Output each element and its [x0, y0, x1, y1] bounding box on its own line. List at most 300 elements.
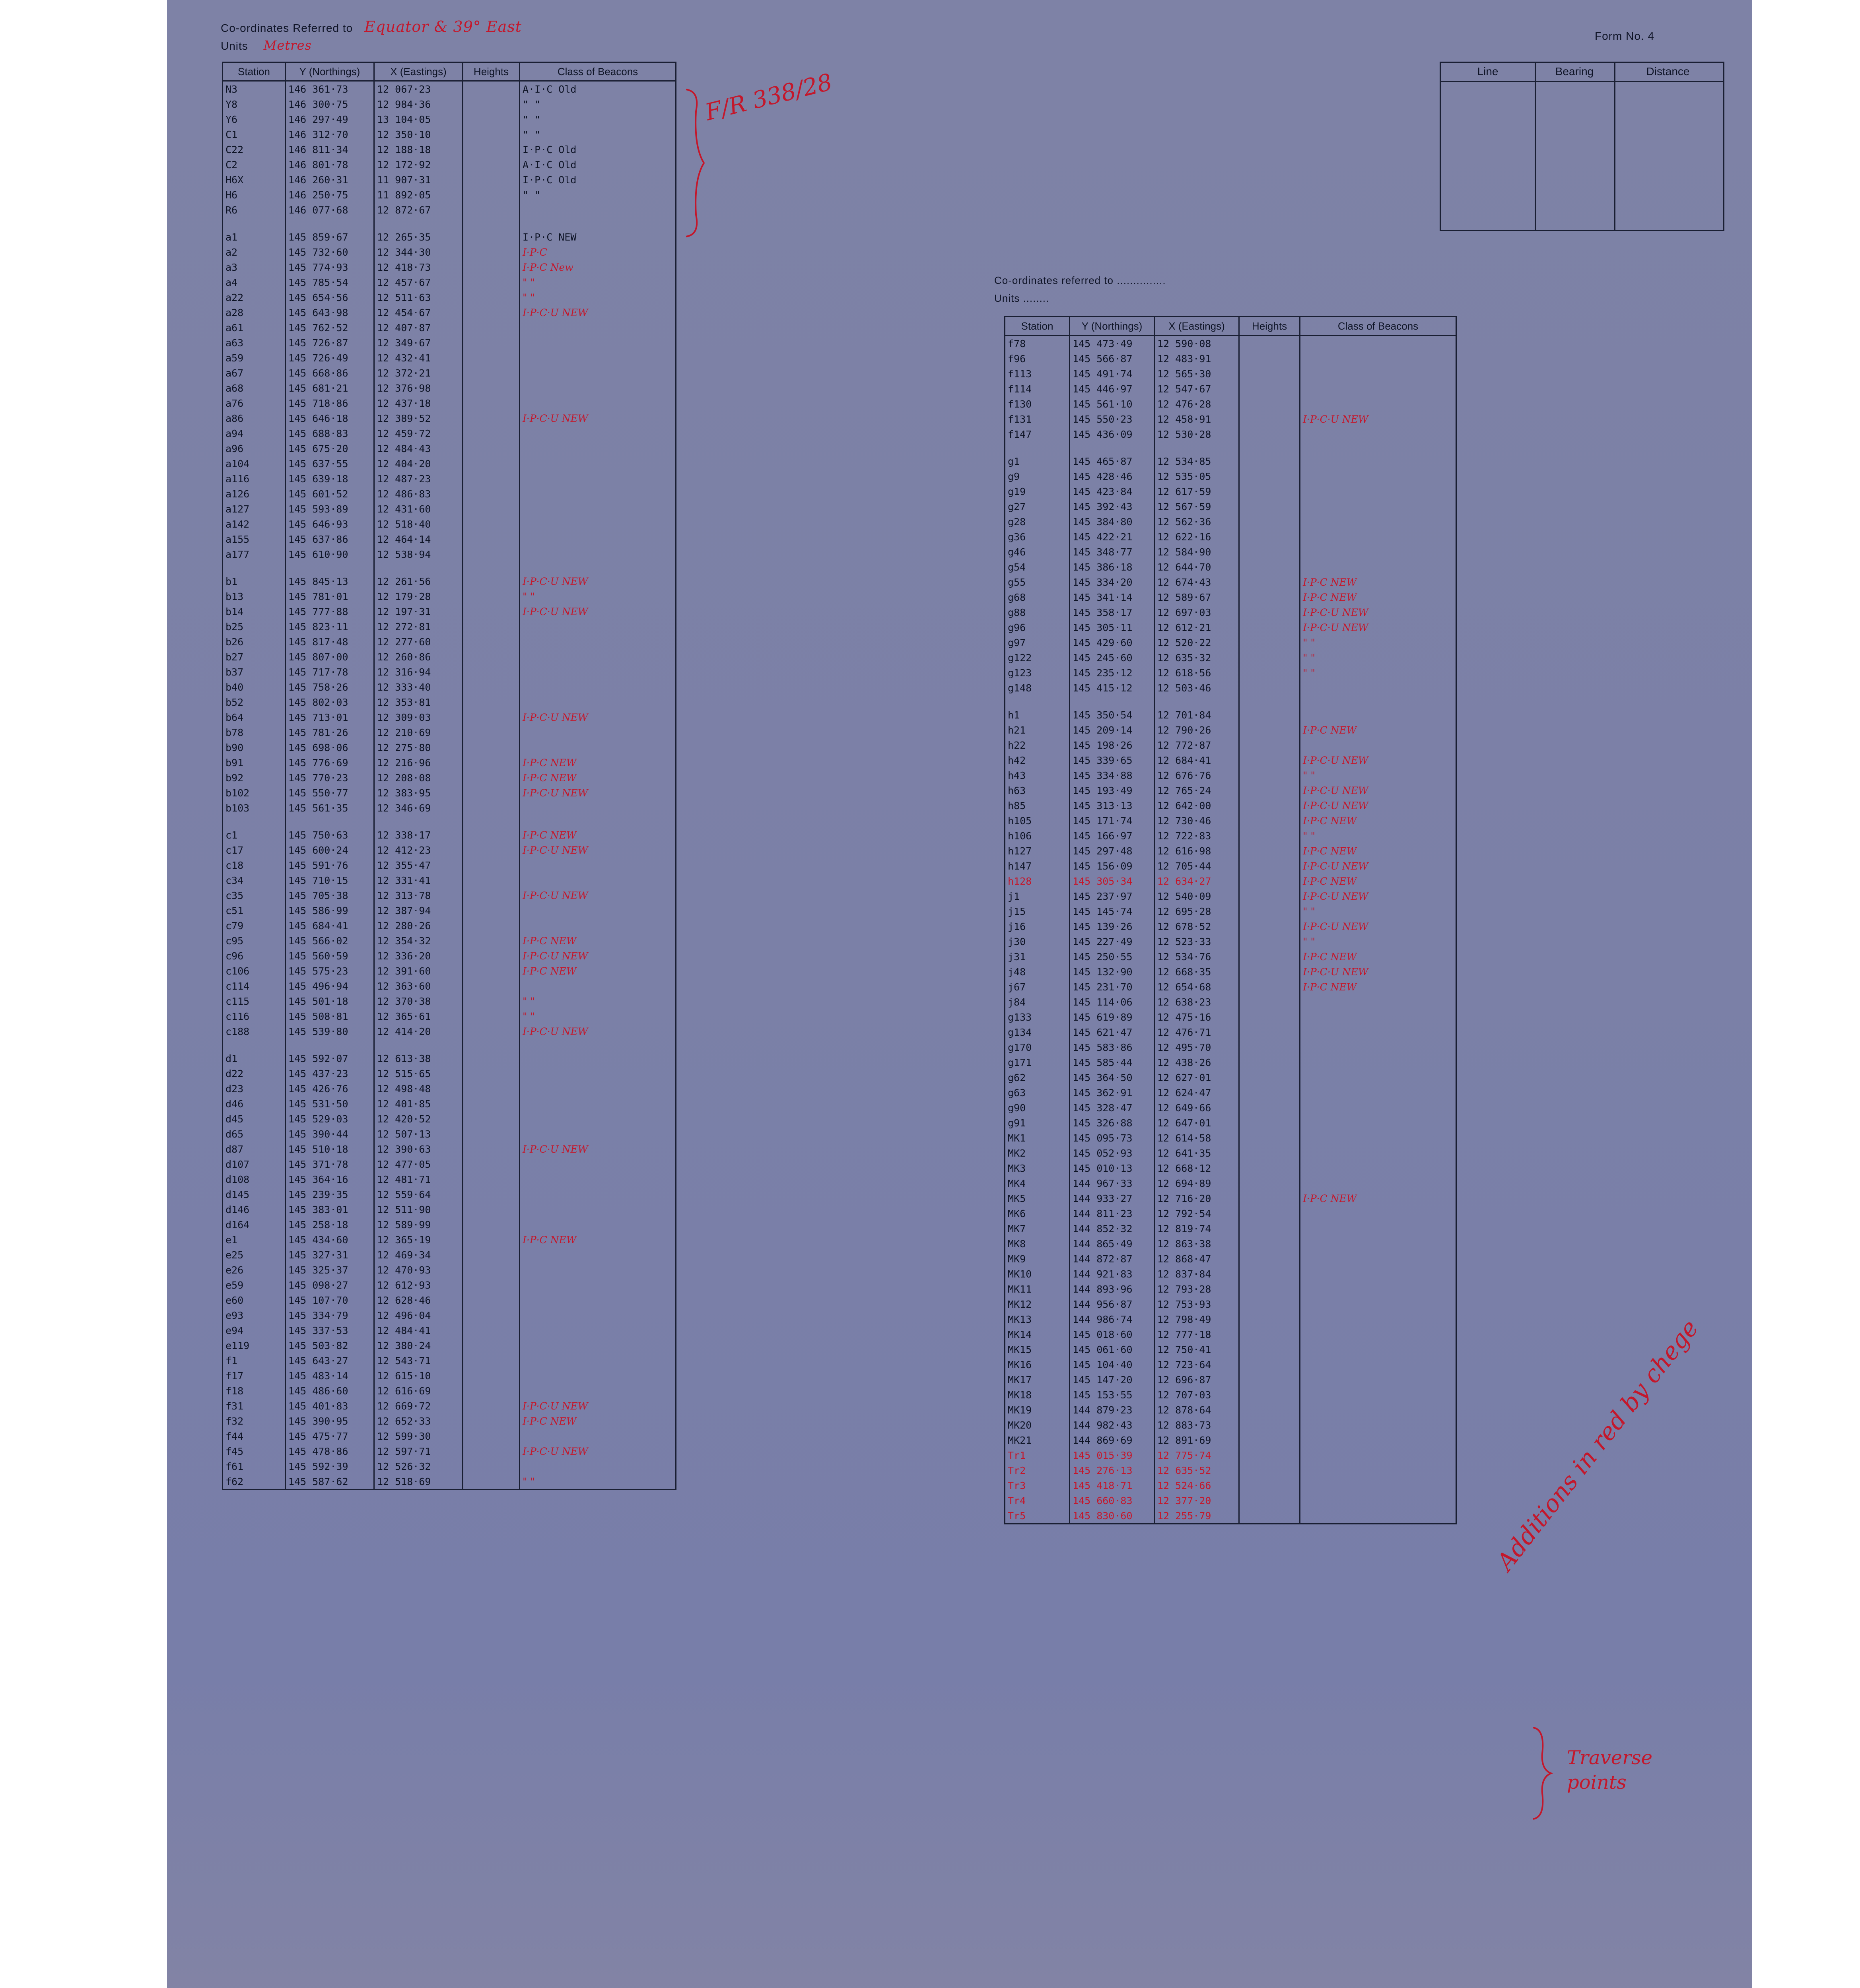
height-cell	[1239, 1281, 1300, 1297]
easting-cell: 12 883·73	[1154, 1417, 1239, 1433]
easting-cell: 12 484·41	[374, 1323, 463, 1338]
height-cell	[463, 1217, 520, 1232]
northing-cell: 146 300·75	[286, 97, 374, 112]
table-row	[1005, 1402, 1456, 1417]
easting-cell: 12 420·52	[374, 1111, 463, 1126]
table-row	[223, 275, 676, 290]
station-cell: e93	[223, 1308, 286, 1323]
table-gap-row	[223, 217, 676, 229]
height-cell	[1239, 979, 1300, 994]
northing-cell: 145 621·47	[1070, 1025, 1154, 1040]
height-cell	[1239, 1251, 1300, 1266]
station-cell: d45	[223, 1111, 286, 1126]
station-cell: f32	[223, 1413, 286, 1429]
station-cell: a96	[223, 441, 286, 456]
height-cell	[463, 619, 520, 634]
easting-cell: 12 407·87	[374, 320, 463, 335]
station-cell: d1	[223, 1051, 286, 1066]
height-cell	[463, 755, 520, 770]
northing-cell: 145 231·70	[1070, 979, 1154, 994]
northing-cell: 145 198·26	[1070, 738, 1154, 753]
station-cell: g148	[1005, 680, 1070, 695]
height-cell	[463, 740, 520, 755]
northing-cell: 145 503·82	[286, 1338, 374, 1353]
station-cell: f147	[1005, 427, 1070, 442]
table-row	[223, 755, 676, 770]
station-cell: h21	[1005, 722, 1070, 738]
class-cell	[520, 471, 676, 486]
class-cell: I·P·C New	[520, 260, 676, 275]
easting-cell: 12 518·69	[374, 1474, 463, 1490]
northing-cell: 144 921·83	[1070, 1266, 1154, 1281]
easting-cell: 12 590·08	[1154, 336, 1239, 351]
table-row	[1005, 919, 1456, 934]
table-row	[223, 903, 676, 918]
height-cell	[1239, 949, 1300, 964]
easting-cell: 12 878·64	[1154, 1402, 1239, 1417]
table-row	[223, 157, 676, 172]
table-row	[223, 1444, 676, 1459]
class-cell: " "	[520, 127, 676, 142]
northing-cell: 145 327·31	[286, 1247, 374, 1262]
station-cell: g54	[1005, 559, 1070, 575]
easting-cell: 12 216·96	[374, 755, 463, 770]
northing-cell: 145 732·60	[286, 245, 374, 260]
easting-cell: 12 765·24	[1154, 783, 1239, 798]
station-cell: e25	[223, 1247, 286, 1262]
height-cell	[1239, 1025, 1300, 1040]
northing-cell: 145 227·49	[1070, 934, 1154, 949]
class-cell	[1300, 381, 1456, 396]
easting-cell: 12 790·26	[1154, 722, 1239, 738]
table-row	[223, 1081, 676, 1096]
class-cell	[1300, 396, 1456, 412]
height-cell	[1239, 1070, 1300, 1085]
table-row	[223, 918, 676, 933]
easting-cell: 12 350·10	[374, 127, 463, 142]
northing-cell: 145 156·09	[1070, 858, 1154, 874]
height-cell	[463, 426, 520, 441]
easting-cell: 12 669·72	[374, 1398, 463, 1413]
height-cell	[463, 501, 520, 516]
easting-cell: 12 614·58	[1154, 1130, 1239, 1145]
table-row	[223, 1338, 676, 1353]
class-cell	[520, 381, 676, 396]
easting-cell: 12 559·64	[374, 1187, 463, 1202]
northing-cell: 145 660·83	[1070, 1493, 1154, 1508]
table-row	[223, 800, 676, 815]
northing-cell: 145 817·48	[286, 634, 374, 649]
class-cell: I·P·C NEW	[520, 229, 676, 245]
station-cell: Tr1	[1005, 1448, 1070, 1463]
station-cell: b90	[223, 740, 286, 755]
height-cell	[1239, 1493, 1300, 1508]
northing-cell: 145 600·24	[286, 843, 374, 858]
easting-cell: 12 469·34	[374, 1247, 463, 1262]
table-row	[223, 873, 676, 888]
station-cell: j1	[1005, 889, 1070, 904]
class-cell	[1300, 1115, 1456, 1130]
easting-cell: 12 275·80	[374, 740, 463, 755]
easting-cell: 12 684·41	[1154, 753, 1239, 768]
height-cell	[1239, 1357, 1300, 1372]
class-cell	[520, 649, 676, 664]
station-cell: a3	[223, 260, 286, 275]
northing-cell: 145 446·97	[1070, 381, 1154, 396]
table-row	[223, 426, 676, 441]
class-cell	[1300, 1161, 1456, 1176]
table-row	[223, 350, 676, 365]
height-cell	[463, 81, 520, 97]
station-cell: f61	[223, 1459, 286, 1474]
height-cell	[1239, 366, 1300, 381]
table-row	[223, 770, 676, 785]
station-cell: Y6	[223, 112, 286, 127]
easting-cell: 12 616·98	[1154, 843, 1239, 858]
table-gap-row	[1005, 695, 1456, 707]
class-cell	[1300, 499, 1456, 514]
height-cell	[1239, 1145, 1300, 1161]
table-row	[223, 994, 676, 1009]
easting-cell: 12 401·85	[374, 1096, 463, 1111]
class-cell: I·P·C·U NEW	[1300, 919, 1456, 934]
northing-cell: 145 305·34	[1070, 874, 1154, 889]
table-row	[223, 785, 676, 800]
class-cell	[520, 1459, 676, 1474]
northing-cell: 144 811·23	[1070, 1206, 1154, 1221]
class-cell: " "	[520, 112, 676, 127]
easting-cell: 12 353·81	[374, 695, 463, 710]
height-cell	[1239, 874, 1300, 889]
height-cell	[1239, 484, 1300, 499]
northing-cell: 144 982·43	[1070, 1417, 1154, 1433]
units-header: Units Metres	[221, 38, 312, 53]
easting-cell: 12 496·04	[374, 1308, 463, 1323]
class-cell	[1300, 1236, 1456, 1251]
station-cell: g1	[1005, 454, 1070, 469]
easting-cell: 12 777·18	[1154, 1327, 1239, 1342]
easting-cell: 12 511·63	[374, 290, 463, 305]
left-coordinate-table	[222, 62, 676, 1490]
table-row	[1005, 1085, 1456, 1100]
height-cell	[1239, 858, 1300, 874]
northing-cell: 145 098·27	[286, 1277, 374, 1293]
table-row	[223, 1383, 676, 1398]
northing-cell: 145 371·78	[286, 1157, 374, 1172]
table-row	[223, 1293, 676, 1308]
table-row	[1005, 605, 1456, 620]
station-cell: j31	[1005, 949, 1070, 964]
table-row	[1005, 412, 1456, 427]
height-cell	[1239, 351, 1300, 366]
station-cell: MK8	[1005, 1236, 1070, 1251]
class-cell: I·P·C NEW	[1300, 874, 1456, 889]
height-cell	[1239, 412, 1300, 427]
easting-cell: 12 618·56	[1154, 665, 1239, 680]
station-header: Station	[1005, 317, 1070, 336]
eastings-header: X (Eastings)	[1154, 317, 1239, 336]
height-cell	[1239, 1221, 1300, 1236]
height-cell	[463, 664, 520, 679]
class-cell	[1300, 351, 1456, 366]
station-cell: H6X	[223, 172, 286, 187]
height-cell	[1239, 680, 1300, 695]
easting-cell: 12 863·38	[1154, 1236, 1239, 1251]
easting-cell: 12 694·89	[1154, 1176, 1239, 1191]
northing-cell: 144 986·74	[1070, 1312, 1154, 1327]
height-cell	[1239, 1085, 1300, 1100]
height-cell	[463, 858, 520, 873]
class-cell	[520, 1323, 676, 1338]
class-cell	[1300, 1493, 1456, 1508]
table-row	[1005, 1145, 1456, 1161]
table-row	[1005, 753, 1456, 768]
easting-cell: 12 613·38	[374, 1051, 463, 1066]
station-cell: h128	[1005, 874, 1070, 889]
table-row	[223, 1051, 676, 1066]
table-row	[1005, 1055, 1456, 1070]
northing-cell: 145 422·21	[1070, 529, 1154, 544]
table-row	[223, 365, 676, 381]
class-cell: " "	[520, 994, 676, 1009]
station-cell: h147	[1005, 858, 1070, 874]
table-row	[1005, 1493, 1456, 1508]
northing-cell: 145 601·52	[286, 486, 374, 501]
table-row	[1005, 994, 1456, 1010]
station-cell: g19	[1005, 484, 1070, 499]
class-cell	[520, 873, 676, 888]
class-cell	[1300, 680, 1456, 695]
easting-cell: 12 495·70	[1154, 1040, 1239, 1055]
table-row	[223, 858, 676, 873]
class-cell	[520, 1187, 676, 1202]
northing-cell: 145 593·89	[286, 501, 374, 516]
table-row	[223, 710, 676, 725]
easting-cell: 12 622·16	[1154, 529, 1239, 544]
table-row	[1005, 813, 1456, 828]
height-cell	[1239, 1100, 1300, 1115]
easting-cell: 12 984·36	[374, 97, 463, 112]
easting-cell: 12 376·98	[374, 381, 463, 396]
station-cell: f96	[1005, 351, 1070, 366]
northing-cell: 145 245·60	[1070, 650, 1154, 665]
table-row	[1005, 828, 1456, 843]
table-row	[223, 81, 676, 97]
easting-cell: 12 567·59	[1154, 499, 1239, 514]
northing-cell: 145 104·40	[1070, 1357, 1154, 1372]
height-cell	[463, 350, 520, 365]
station-cell: g97	[1005, 635, 1070, 650]
class-cell	[520, 1172, 676, 1187]
class-cell: " "	[520, 1009, 676, 1024]
height-cell	[1239, 964, 1300, 979]
height-cell	[1239, 889, 1300, 904]
height-cell	[463, 471, 520, 486]
class-cell	[1300, 738, 1456, 753]
easting-cell: 12 615·10	[374, 1368, 463, 1383]
eastings-header: X (Eastings)	[374, 62, 463, 81]
height-cell	[463, 1308, 520, 1323]
table-row	[223, 619, 676, 634]
table-row	[223, 547, 676, 562]
traverse-note: Traverse points	[1567, 1747, 1653, 1794]
table-row	[1005, 1206, 1456, 1221]
table-row	[1005, 1161, 1456, 1176]
northing-cell: 145 250·55	[1070, 949, 1154, 964]
height-cell	[463, 1293, 520, 1308]
class-cell: I·P·C NEW	[520, 933, 676, 948]
height-cell	[1239, 1161, 1300, 1176]
easting-cell: 12 349·67	[374, 335, 463, 350]
class-cell: I·P·C·U NEW	[520, 1142, 676, 1157]
traverse-bracket	[1531, 1726, 1555, 1821]
northing-cell: 145 781·01	[286, 589, 374, 604]
table-row	[1005, 1115, 1456, 1130]
table-row	[223, 827, 676, 843]
class-cell: " "	[520, 97, 676, 112]
easting-cell: 12 387·94	[374, 903, 463, 918]
class-cell	[520, 619, 676, 634]
class-cell: I·P·C NEW	[520, 755, 676, 770]
class-cell	[1300, 1508, 1456, 1524]
right-coordinate-table	[1004, 316, 1457, 1524]
class-cell	[1300, 1478, 1456, 1493]
class-cell	[1300, 427, 1456, 442]
easting-cell: 12 523·33	[1154, 934, 1239, 949]
table-row	[223, 532, 676, 547]
station-cell: h63	[1005, 783, 1070, 798]
northing-cell: 145 619·89	[1070, 1010, 1154, 1025]
table-row	[223, 516, 676, 532]
height-cell	[463, 918, 520, 933]
table-row	[223, 978, 676, 994]
class-cell	[520, 516, 676, 532]
table-row	[1005, 1010, 1456, 1025]
easting-cell: 12 067·23	[374, 81, 463, 97]
easting-cell: 12 705·44	[1154, 858, 1239, 874]
northing-cell: 145 777·88	[286, 604, 374, 619]
table-row	[223, 1111, 676, 1126]
northing-cell: 145 774·93	[286, 260, 374, 275]
height-cell	[1239, 1040, 1300, 1055]
station-cell: a59	[223, 350, 286, 365]
station-cell: a142	[223, 516, 286, 532]
table-row	[1005, 1387, 1456, 1402]
station-cell: a155	[223, 532, 286, 547]
height-cell	[463, 1172, 520, 1187]
class-cell: " "	[520, 187, 676, 202]
easting-cell: 12 652·33	[374, 1413, 463, 1429]
station-cell: c115	[223, 994, 286, 1009]
height-cell	[1239, 843, 1300, 858]
table-row	[1005, 1357, 1456, 1372]
table-row	[223, 486, 676, 501]
northing-cell: 145 643·98	[286, 305, 374, 320]
table-row	[223, 202, 676, 217]
easting-cell: 12 498·48	[374, 1081, 463, 1096]
height-cell	[1239, 919, 1300, 934]
northing-cell: 145 585·44	[1070, 1055, 1154, 1070]
station-cell: a76	[223, 396, 286, 411]
station-cell: C2	[223, 157, 286, 172]
northing-cell: 144 956·87	[1070, 1297, 1154, 1312]
class-cell: I·P·C·U NEW	[520, 305, 676, 320]
station-cell: a63	[223, 335, 286, 350]
height-cell	[463, 1398, 520, 1413]
height-cell	[463, 770, 520, 785]
northing-cell: 145 114·06	[1070, 994, 1154, 1010]
station-cell: f45	[223, 1444, 286, 1459]
class-cell: I·P·C NEW	[1300, 843, 1456, 858]
northing-cell: 145 429·60	[1070, 635, 1154, 650]
table-row	[1005, 783, 1456, 798]
northing-cell: 145 235·12	[1070, 665, 1154, 680]
northing-cell: 145 107·70	[286, 1293, 374, 1308]
station-cell: MK1	[1005, 1130, 1070, 1145]
table-row	[1005, 544, 1456, 559]
easting-cell: 12 255·79	[1154, 1508, 1239, 1524]
class-cell: I·P·C·U NEW	[1300, 858, 1456, 874]
table-row	[223, 320, 676, 335]
northing-cell: 145 776·69	[286, 755, 374, 770]
easting-cell: 12 197·31	[374, 604, 463, 619]
easting-cell: 12 520·22	[1154, 635, 1239, 650]
station-cell: MK16	[1005, 1357, 1070, 1372]
northing-cell: 145 539·80	[286, 1024, 374, 1039]
easting-cell: 12 772·87	[1154, 738, 1239, 753]
height-cell	[1239, 1508, 1300, 1524]
table-row	[223, 695, 676, 710]
table-row	[1005, 381, 1456, 396]
station-cell: b26	[223, 634, 286, 649]
northing-cell: 144 893·96	[1070, 1281, 1154, 1297]
height-cell	[1239, 1130, 1300, 1145]
northing-cell: 146 801·78	[286, 157, 374, 172]
easting-cell: 12 372·21	[374, 365, 463, 381]
northing-cell: 145 418·71	[1070, 1478, 1154, 1493]
class-cell: I·P·C·U NEW	[1300, 964, 1456, 979]
station-header: Station	[223, 62, 286, 81]
station-cell: f18	[223, 1383, 286, 1398]
height-cell	[1239, 1327, 1300, 1342]
station-cell: b64	[223, 710, 286, 725]
table-row	[223, 456, 676, 471]
northing-cell: 145 475·77	[286, 1429, 374, 1444]
station-cell: c106	[223, 963, 286, 978]
class-cell	[520, 858, 676, 873]
easting-cell: 12 534·76	[1154, 949, 1239, 964]
height-cell	[463, 1368, 520, 1383]
table-row	[223, 1398, 676, 1413]
class-cell	[520, 695, 676, 710]
northing-cell: 145 334·20	[1070, 575, 1154, 590]
northing-cell: 145 561·35	[286, 800, 374, 815]
station-cell: Y8	[223, 97, 286, 112]
table-row	[1005, 1025, 1456, 1040]
easting-cell: 12 793·28	[1154, 1281, 1239, 1297]
table-row	[223, 1202, 676, 1217]
height-cell	[463, 948, 520, 963]
easting-cell: 12 457·67	[374, 275, 463, 290]
table-row	[1005, 1130, 1456, 1145]
station-cell: b78	[223, 725, 286, 740]
table-row	[223, 97, 676, 112]
table-row	[223, 1187, 676, 1202]
station-cell: g88	[1005, 605, 1070, 620]
table-row	[1005, 1342, 1456, 1357]
easting-cell: 12 459·72	[374, 426, 463, 441]
easting-cell: 12 486·83	[374, 486, 463, 501]
